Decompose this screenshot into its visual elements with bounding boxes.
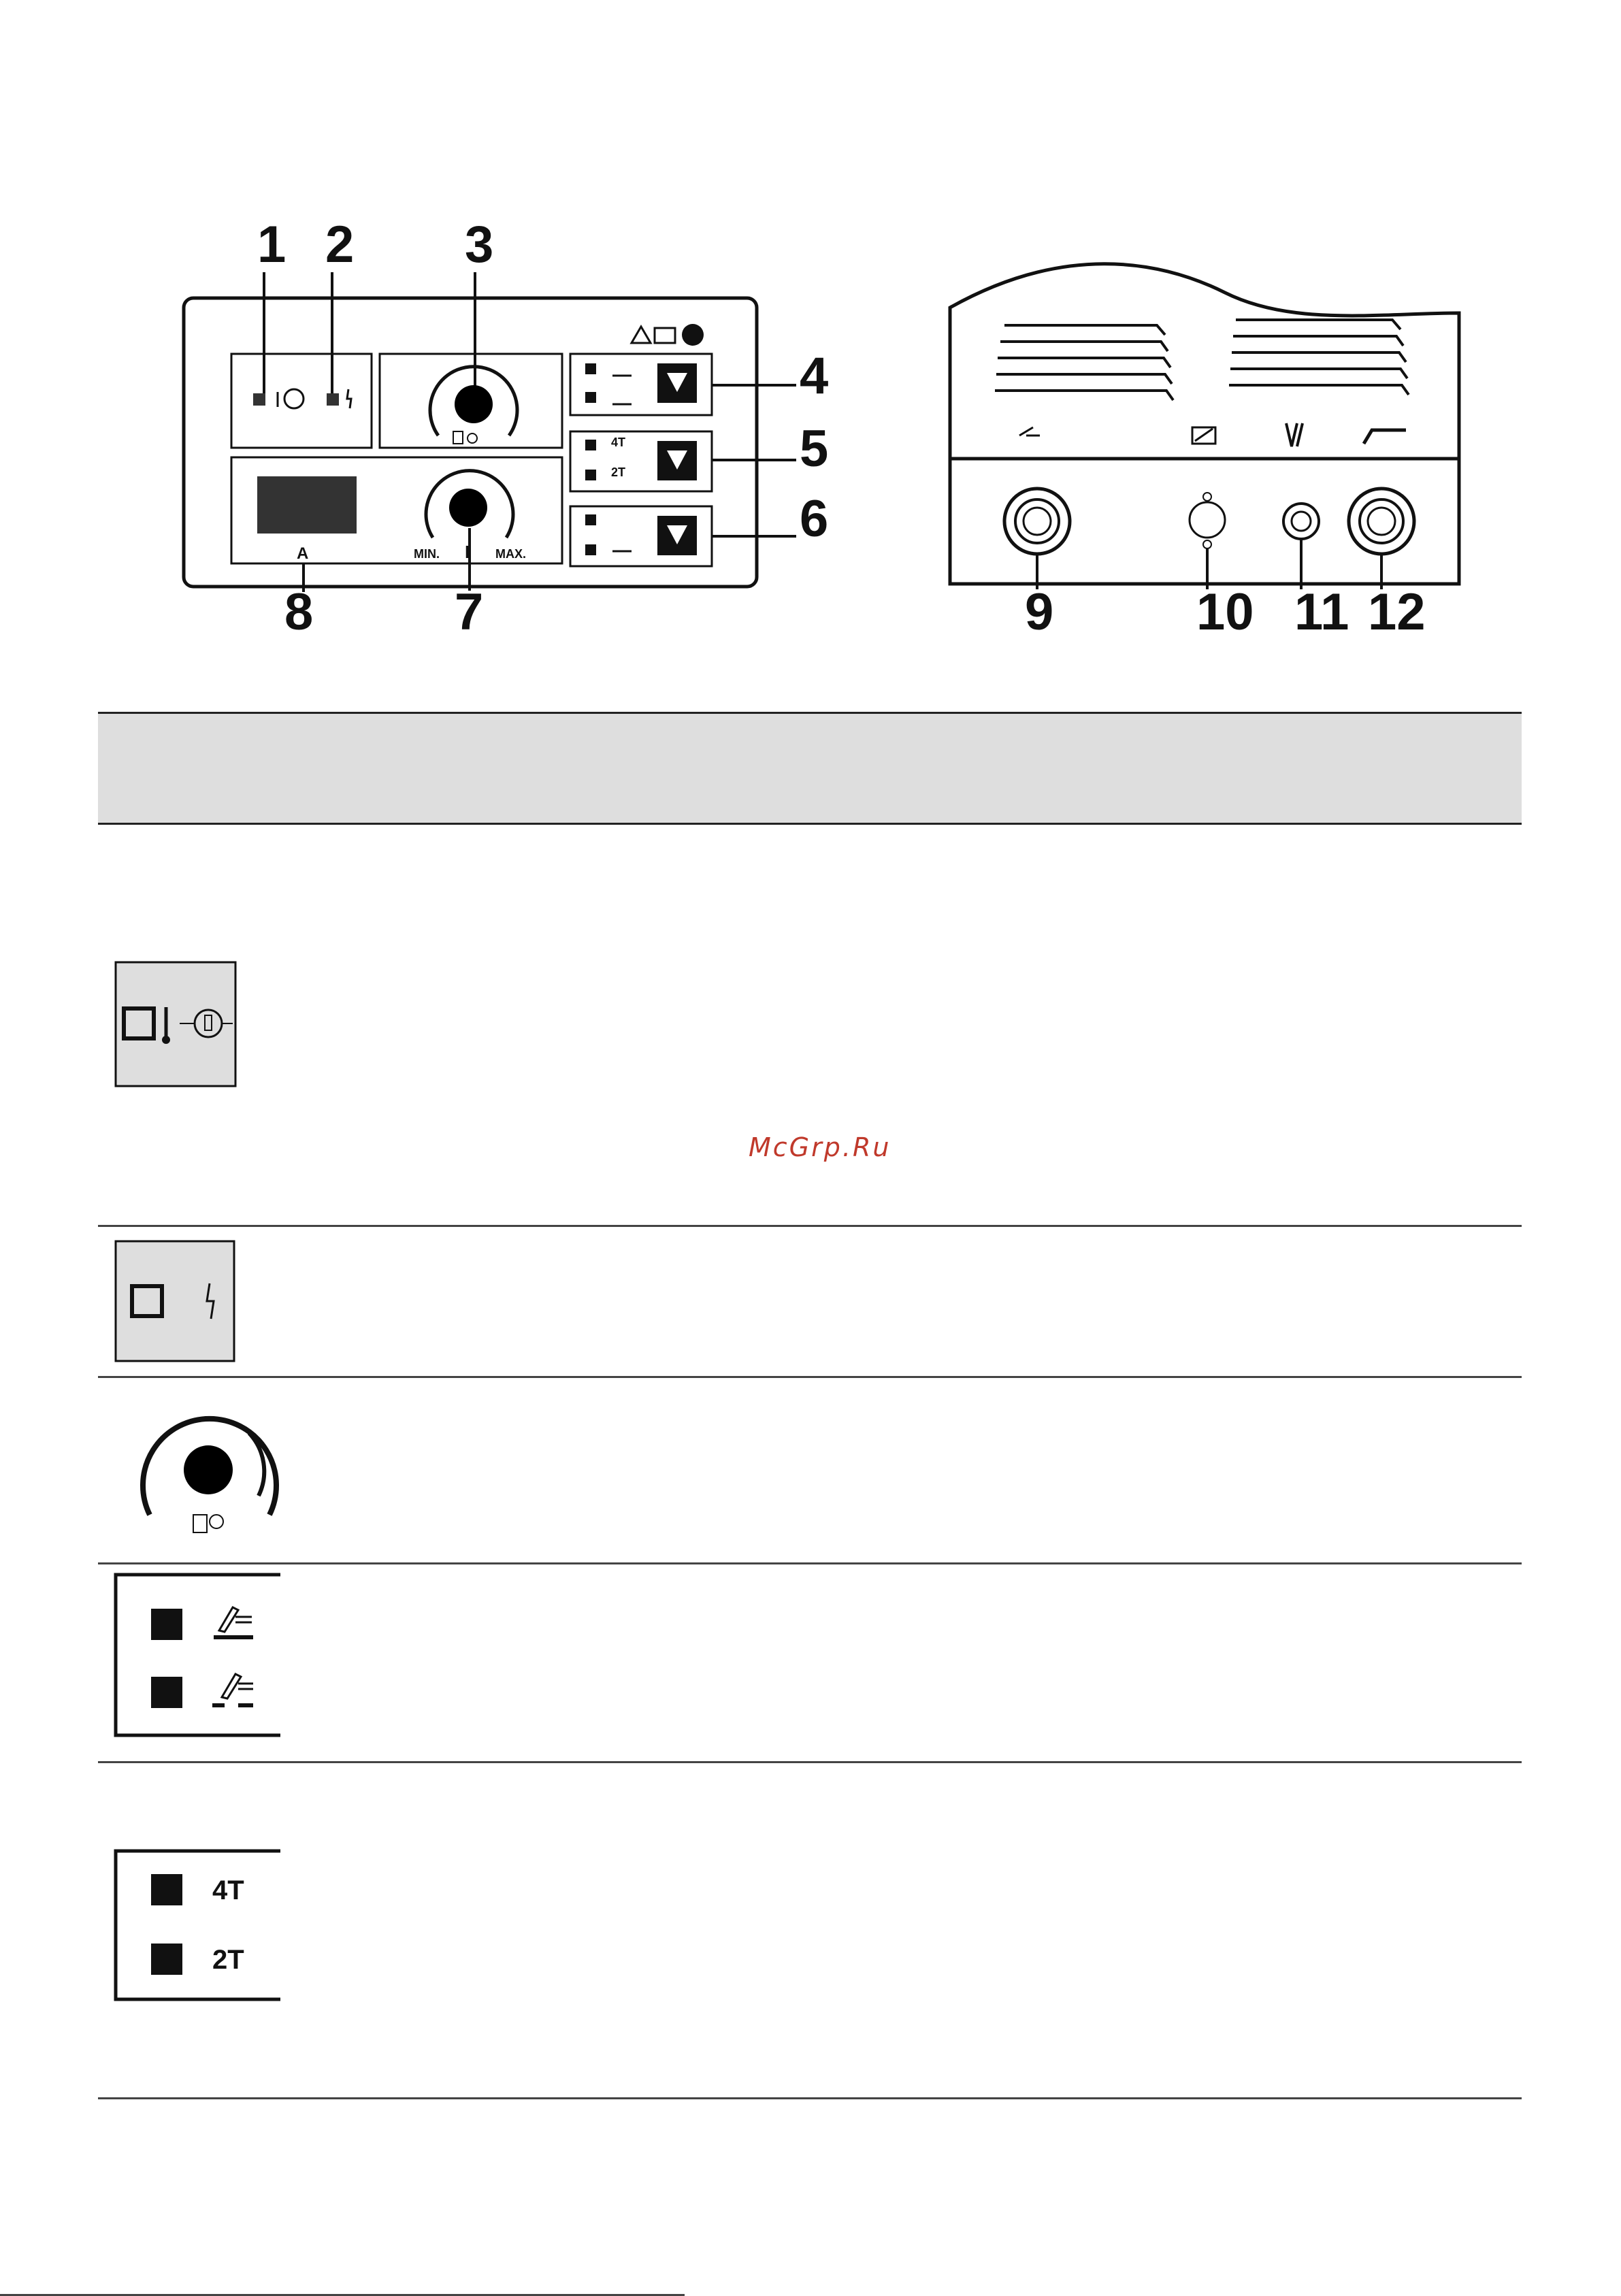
post-flow-knob-icon [136, 1395, 293, 1552]
knob-min-label: MIN. [414, 547, 440, 561]
rear-panel-drawing [0, 0, 1621, 680]
callout-4: 4 [800, 347, 829, 405]
row-separator-1 [98, 1225, 1522, 1227]
trigger-2t-label: 2T [212, 1945, 244, 1975]
knob-current-symbol: I [465, 542, 470, 562]
callout-7: 7 [455, 583, 484, 641]
knob-max-label: MAX. [495, 547, 526, 561]
panel-label-2t: 2T [611, 465, 626, 479]
callout-6: 6 [800, 490, 829, 548]
trigger-4t-label: 4T [212, 1875, 244, 1905]
display-unit-label: A [297, 544, 309, 563]
row-separator-2 [98, 1376, 1522, 1378]
welding-mode-selector-icon [113, 1572, 290, 1749]
callout-11: 11 [1294, 583, 1349, 641]
table-header-band [98, 712, 1522, 825]
row-separator-5 [98, 2097, 1522, 2099]
callout-3: 3 [465, 216, 494, 274]
trigger-mode-frame [113, 1848, 290, 2012]
callout-8: 8 [284, 583, 314, 641]
callout-1: 1 [257, 216, 286, 274]
watermark: McGrp.Ru [749, 1132, 891, 1162]
overload-indicator-icon [113, 1239, 242, 1368]
callout-12: 12 [1368, 583, 1426, 641]
callout-5: 5 [800, 420, 829, 478]
row-separator-4 [98, 1761, 1522, 1763]
row-separator-3 [98, 1562, 1522, 1564]
callout-10: 10 [1196, 583, 1254, 641]
panel-label-4t: 4T [611, 436, 626, 449]
thermal-gas-indicator-icon [113, 960, 249, 1096]
callout-9: 9 [1025, 583, 1054, 641]
callout-2: 2 [325, 216, 355, 274]
